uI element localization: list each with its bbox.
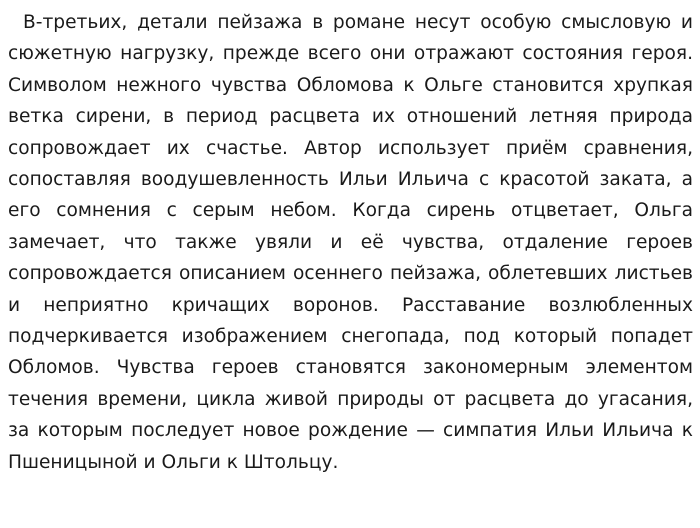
body-paragraph: В-третьих, детали пейзажа в романе несут особую смысловую и сюжетную нагрузку, прежде всего они отражают состояния героя. Символом нежного чувства Обломова к Ольге становится хрупкая ветка сирени, в период расцвета их отношений летняя природа сопровождает их счастье. Автор использует приём сравнения, сопоставляя воодушевленность Ильи Ильича с красотой заката, а его сомнения с серым небом. Когда сирень отцветает, Ольга замечает, что также увяли и её чувства, отдаление героев сопровождается описанием осеннего пейзажа, облетевших листьев и неприятно кричащих воронов. Расставание возлюбленных подчеркивается изображением снегопада, под который попадет Обломов. Чувства героев становятся закономерным элементом течения времени, цикла живой природы от расцвета до угасания, за которым последует новое рождение — симпатия Ильи Ильича к Пшеницыной и Ольги к Штольцу. (8, 12, 693, 473)
document-page (8, 7, 693, 478)
